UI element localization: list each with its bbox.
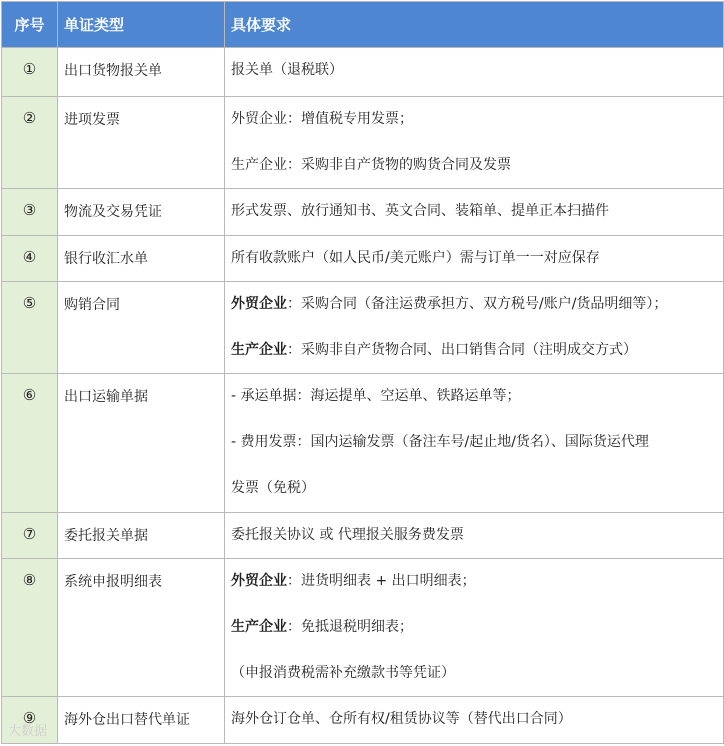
row-number: ④: [2, 236, 58, 282]
requirement-line: [231, 248, 717, 268]
table-row: [2, 236, 724, 282]
table-row: [2, 697, 724, 744]
header-num: 序号: [2, 2, 58, 48]
requirement-text: 委托报关协议 或 代理报关服务费发票: [231, 527, 464, 543]
requirement-line: [231, 155, 717, 175]
table-row: [2, 189, 724, 236]
document-type: 进项发票: [58, 97, 225, 189]
requirement-text: 报关单（退税联）: [231, 62, 343, 78]
requirement-cell: [225, 697, 724, 744]
requirement-text: （申报消费税需补充缴款书等凭证）: [231, 665, 455, 681]
requirement-text: 所有收款账户（如人民币/美元账户）需与订单一一对应保存: [231, 250, 600, 266]
document-type: 出口运输单据: [58, 374, 225, 513]
requirement-text: ：采购非自产货物合同、出口销售合同（注明成交方式）: [287, 342, 637, 358]
table-header-row: [2, 2, 724, 48]
document-type: 出口货物报关单: [58, 48, 225, 97]
requirement-label: 生产企业: [231, 342, 287, 358]
requirement-text: 外贸企业：增值税专用发票；: [231, 111, 413, 127]
row-number: ⑨: [2, 697, 58, 744]
requirement-text: 发票（免税）: [231, 480, 315, 496]
requirement-cell: [225, 236, 724, 282]
requirement-text: ：采购合同（备注运费承担方、双方税号/账户/货品明细等）；: [287, 296, 668, 312]
requirement-cell: [225, 189, 724, 236]
requirement-line: [231, 386, 717, 406]
requirement-line: [231, 432, 717, 452]
requirement-text: - 费用发票：国内运输发票（备注车号/起止地/货名）、国际货运代理: [231, 434, 649, 450]
row-number: ③: [2, 189, 58, 236]
requirement-line: [231, 201, 717, 221]
requirement-label: 生产企业: [231, 619, 287, 635]
document-type: 购销合同: [58, 282, 225, 374]
requirement-text: 海外仓订仓单、仓所有权/租赁协议等（替代出口合同）: [231, 711, 572, 727]
row-number: ①: [2, 48, 58, 97]
requirement-line: [231, 525, 717, 545]
document-type: 物流及交易凭证: [58, 189, 225, 236]
requirement-cell: [225, 374, 724, 513]
row-number: ⑧: [2, 559, 58, 697]
requirement-line: [231, 709, 717, 729]
document-type: 系统申报明细表: [58, 559, 225, 697]
row-number: ②: [2, 97, 58, 189]
row-number: ⑤: [2, 282, 58, 374]
table-row: [2, 97, 724, 189]
requirement-cell: [225, 97, 724, 189]
requirement-line: [231, 109, 717, 129]
watermark: 大数据: [8, 724, 48, 739]
document-type: 银行收汇水单: [58, 236, 225, 282]
row-number: ⑥: [2, 374, 58, 513]
requirement-text: ：免抵退税明细表；: [287, 619, 413, 635]
table-row: [2, 48, 724, 97]
document-type: 海外仓出口替代单证: [58, 697, 225, 744]
requirement-cell: [225, 559, 724, 697]
requirement-cell: [225, 48, 724, 97]
requirement-text: ：进货明细表 + 出口明细表；: [287, 573, 476, 589]
requirement-text: - 承运单据：海运提单、空运单、铁路运单等；: [231, 388, 521, 404]
requirement-text: 生产企业：采购非自产货物的购货合同及发票: [231, 157, 511, 173]
requirement-line: [231, 294, 717, 314]
table-row: [2, 513, 724, 559]
document-table: [1, 1, 724, 744]
requirement-line: [231, 340, 717, 360]
header-type: 单证类型: [58, 2, 225, 48]
requirement-line: [231, 60, 717, 80]
requirement-cell: [225, 513, 724, 559]
document-type: 委托报关单据: [58, 513, 225, 559]
requirement-line: [231, 478, 717, 498]
requirement-line: [231, 617, 717, 637]
requirement-line: [231, 663, 717, 683]
row-number: ⑦: [2, 513, 58, 559]
header-req: 具体要求: [225, 2, 724, 48]
table-row: [2, 374, 724, 513]
table-row: [2, 282, 724, 374]
table-row: [2, 559, 724, 697]
requirement-text: 形式发票、放行通知书、英文合同、装箱单、提单正本扫描件: [231, 203, 609, 219]
requirement-label: 外贸企业: [231, 573, 287, 589]
requirement-line: [231, 571, 717, 591]
requirement-cell: [225, 282, 724, 374]
requirement-label: 外贸企业: [231, 296, 287, 312]
